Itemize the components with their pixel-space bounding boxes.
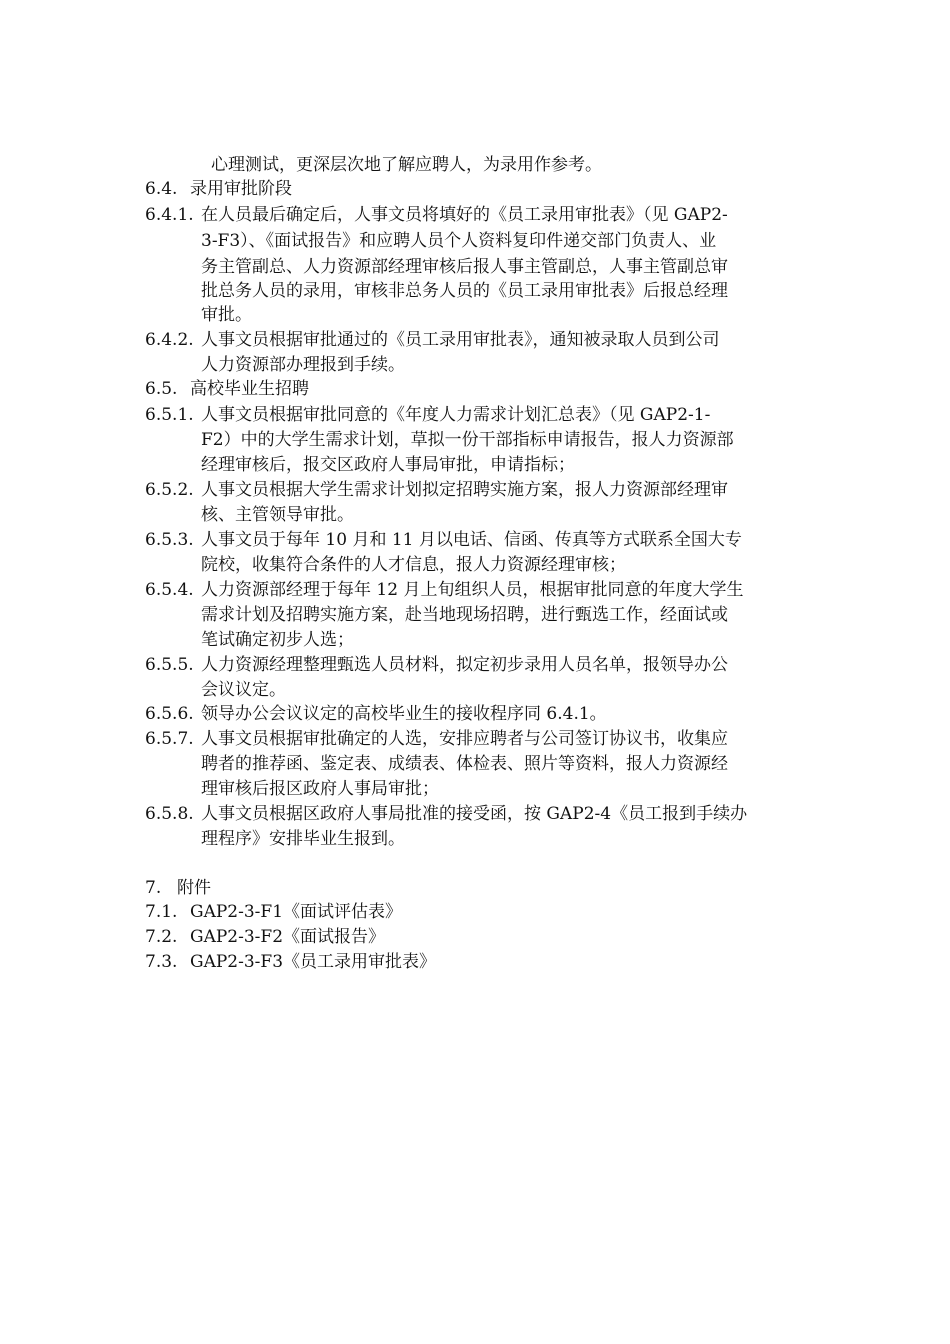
item-6-4-1-line: 批总务人员的录用，审核非总务人员的《员工录用审批表》后报总经理	[201, 281, 728, 301]
item-6-5-7-line: 聘者的推荐函、鉴定表、成绩表、体检表、照片等资料，报人力资源经	[201, 754, 728, 774]
item-6-5-3-line: 人事文员于每年 10 月和 11 月以电话、信函、传真等方式联系全国大专	[201, 530, 742, 550]
item-6-5-4-number: 6.5.4.	[145, 580, 194, 600]
item-6-5-1-line: 人事文员根据审批同意的《年度人力需求计划汇总表》（见 GAP2-1-	[201, 405, 711, 425]
item-6-4-2-line: 人力资源部办理报到手续。	[201, 355, 405, 375]
attachment-7-3-number: 7.3.	[145, 952, 178, 972]
item-6-5-7-line: 理审核后报区政府人事局审批；	[201, 779, 439, 799]
item-6-5-1-line: F2）中的大学生需求计划，草拟一份干部指标申请报告，报人力资源部	[201, 430, 734, 450]
item-6-5-3-line: 院校，收集符合条件的人才信息，报人力资源经理审核；	[201, 555, 626, 575]
item-6-4-2-line: 人事文员根据审批通过的《员工录用审批表》，通知被录取人员到公司	[201, 330, 720, 350]
intro-text: 心理测试，更深层次地了解应聘人，为录用作参考。	[211, 155, 602, 175]
item-6-5-2-number: 6.5.2.	[145, 480, 194, 500]
attachment-7-3-text: GAP2-3-F3《员工录用审批表》	[190, 952, 437, 972]
attachment-7-1-text: GAP2-3-F1《面试评估表》	[190, 902, 403, 922]
item-6-5-4-line: 人力资源部经理于每年 12 月上旬组织人员，根据审批同意的年度大学生	[201, 580, 744, 600]
section-6-5-title: 高校毕业生招聘	[190, 379, 309, 399]
attachment-7-1-number: 7.1.	[145, 902, 178, 922]
item-6-5-5-line: 人力资源经理整理甄选人员材料，拟定初步录用人员名单，报领导办公	[201, 655, 728, 675]
item-6-5-4-line: 笔试确定初步人选；	[201, 630, 354, 650]
section-6-5-number: 6.5.	[145, 379, 178, 399]
item-6-5-7-line: 人事文员根据审批确定的人选，安排应聘者与公司签订协议书，收集应	[201, 729, 728, 749]
item-6-5-7-number: 6.5.7.	[145, 729, 194, 749]
item-6-4-1-line: 务主管副总、人力资源部经理审核后报人事主管副总，人事主管副总审	[201, 257, 728, 277]
item-6-4-1-line: 3-F3）、《面试报告》和应聘人员个人资料复印件递交部门负责人、业	[201, 231, 717, 251]
item-6-5-5-number: 6.5.5.	[145, 655, 194, 675]
item-6-5-5-line: 会议议定。	[201, 680, 286, 700]
section-6-4-number: 6.4.	[145, 179, 178, 199]
item-6-5-6-line: 领导办公会议议定的高校毕业生的接收程序同 6.4.1。	[201, 704, 607, 724]
section-7-title: 附件	[177, 878, 211, 898]
item-6-5-8-number: 6.5.8.	[145, 804, 194, 824]
item-6-5-2-line: 人事文员根据大学生需求计划拟定招聘实施方案，报人力资源部经理审	[201, 480, 728, 500]
attachment-7-2-number: 7.2.	[145, 927, 178, 947]
item-6-5-1-number: 6.5.1.	[145, 405, 194, 425]
section-7-number: 7.	[145, 878, 162, 898]
item-6-5-3-number: 6.5.3.	[145, 530, 194, 550]
item-6-4-1-line: 在人员最后确定后，人事文员将填好的《员工录用审批表》（见 GAP2-	[201, 205, 728, 225]
item-6-5-8-line: 人事文员根据区政府人事局批准的接受函，按 GAP2-4《员工报到手续办	[201, 804, 748, 824]
item-6-4-2-number: 6.4.2.	[145, 330, 194, 350]
item-6-5-4-line: 需求计划及招聘实施方案，赴当地现场招聘，进行甄选工作，经面试或	[201, 605, 728, 625]
item-6-5-8-line: 理程序》安排毕业生报到。	[201, 829, 405, 849]
item-6-4-1-line: 审批。	[201, 305, 252, 325]
item-6-5-1-line: 经理审核后，报交区政府人事局审批，申请指标；	[201, 455, 575, 475]
attachment-7-2-text: GAP2-3-F2《面试报告》	[190, 927, 386, 947]
item-6-4-1-number: 6.4.1.	[145, 205, 194, 225]
item-6-5-6-number: 6.5.6.	[145, 704, 194, 724]
section-6-4-title: 录用审批阶段	[190, 179, 292, 199]
item-6-5-2-line: 核、主管领导审批。	[201, 505, 354, 525]
